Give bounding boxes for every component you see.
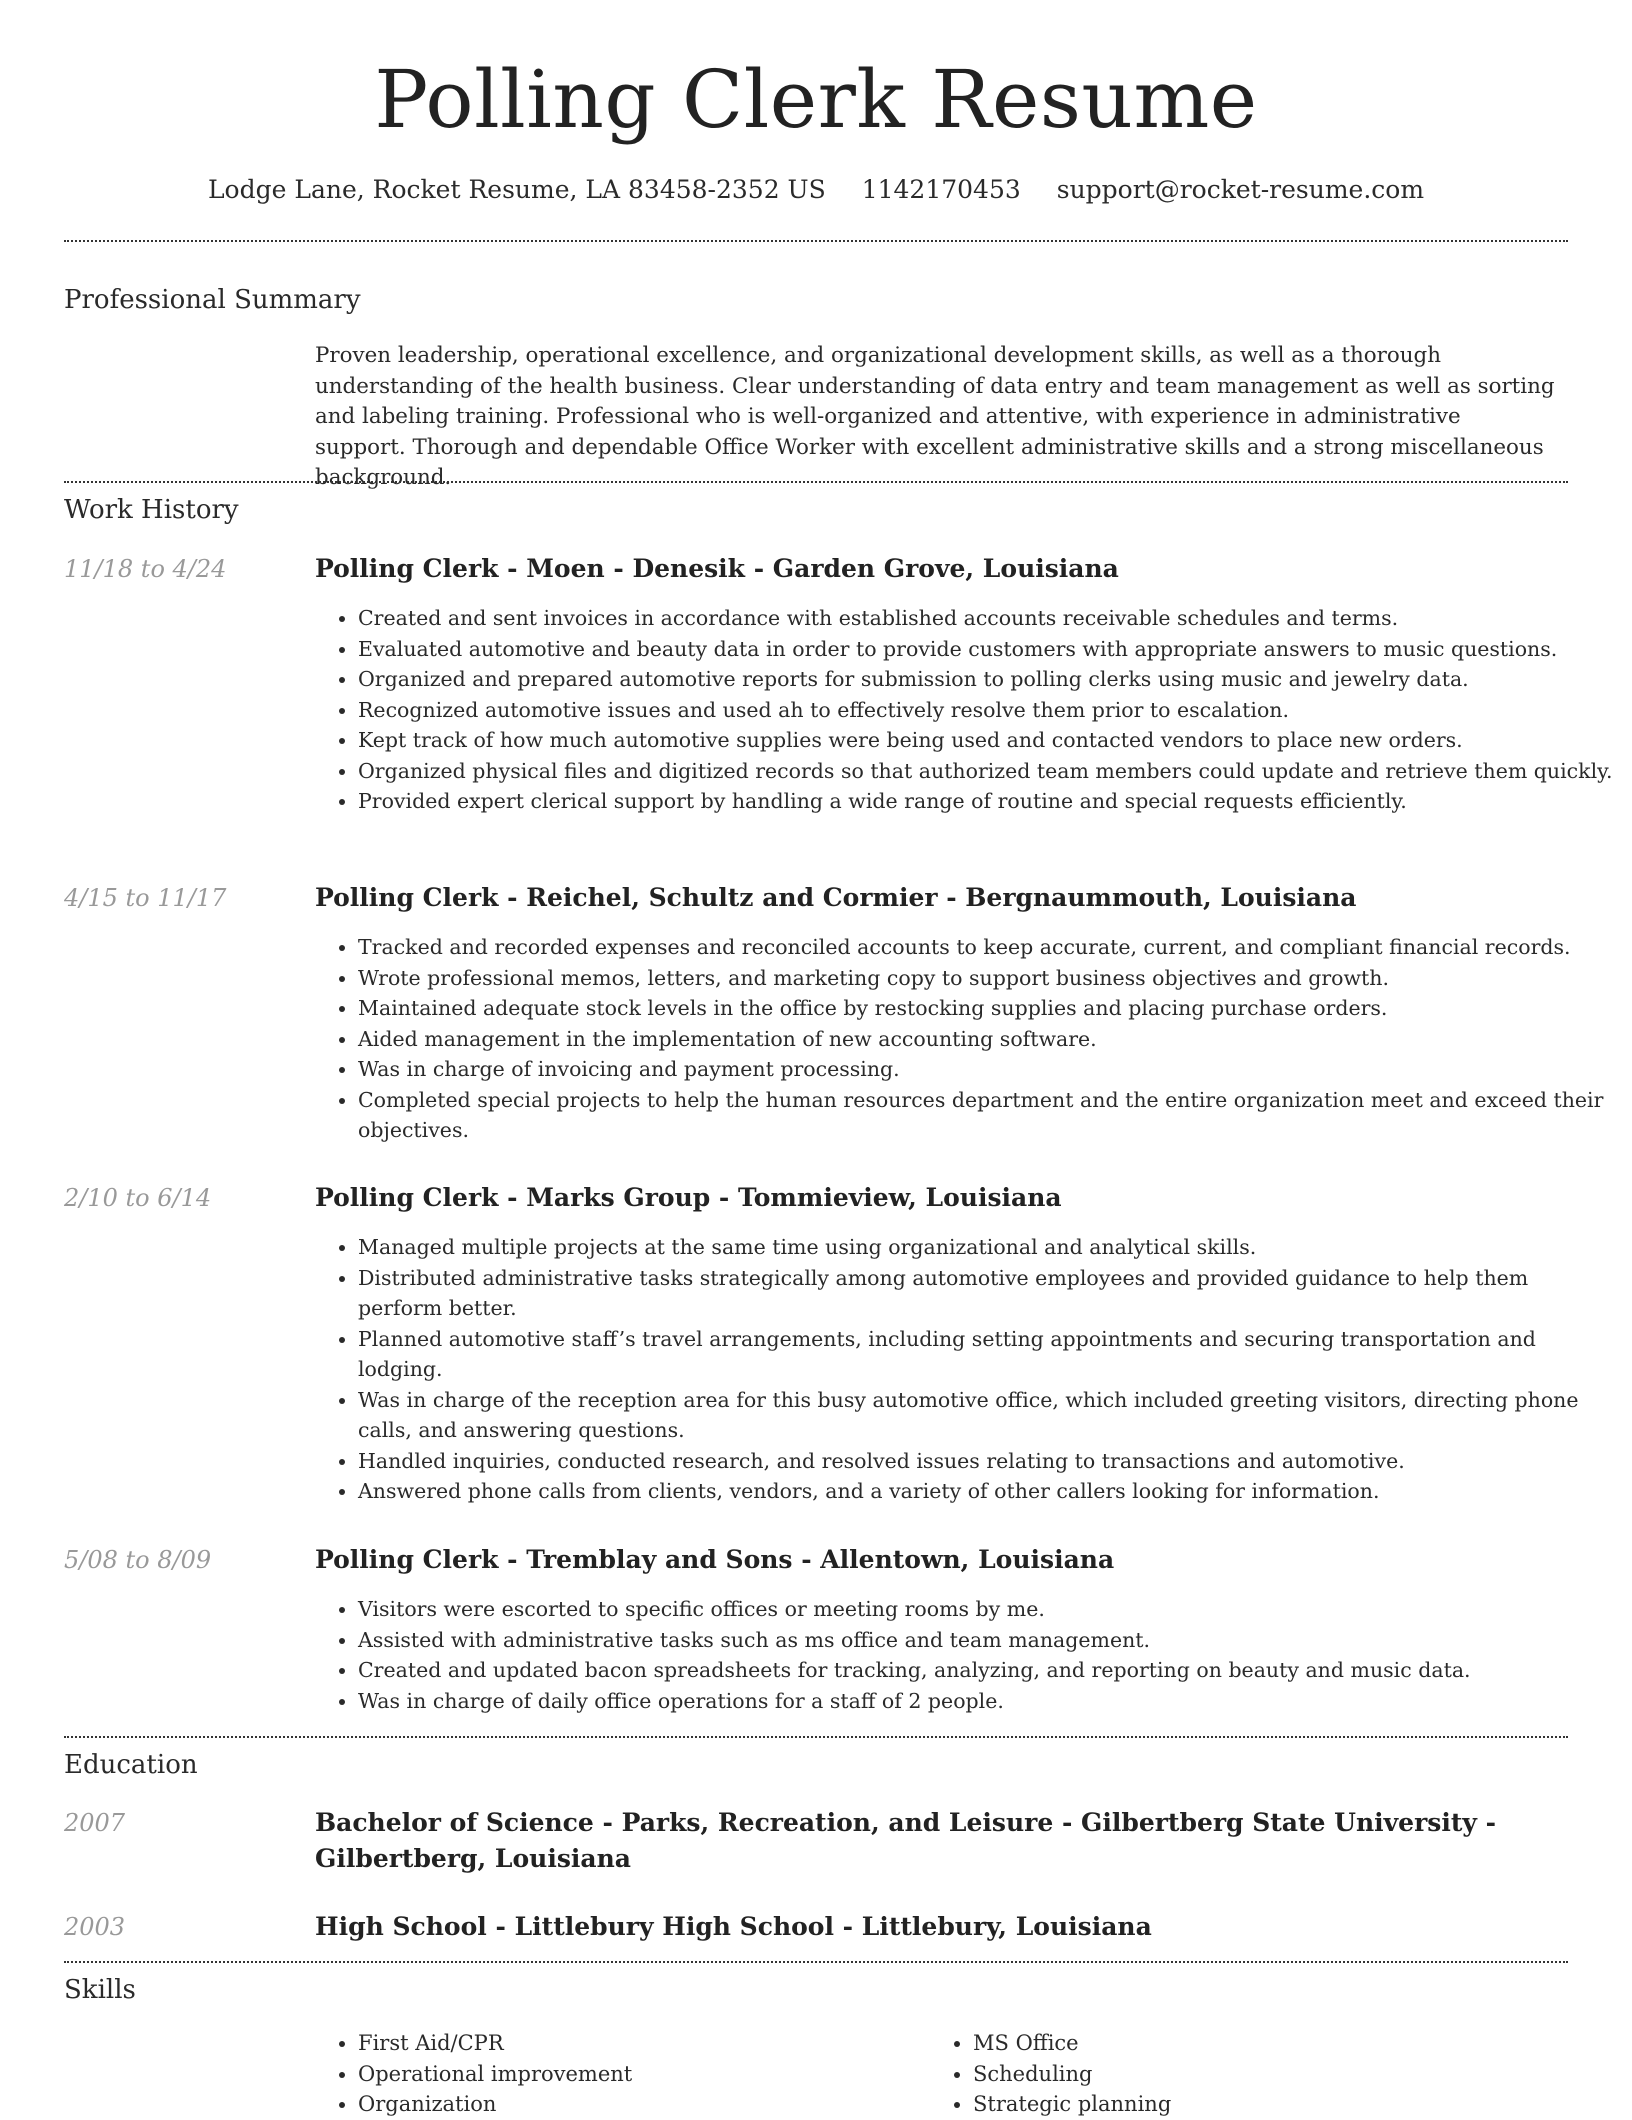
- summary-text: Proven leadership, operational excellence, and organizational development skills, as well as a thorough understanding of the health business. Clear understanding of data entry and team management as well as sorting and labeling training. Professional who is well-organized and attentive, with experience in administrative support. Thorough and dependable Office Worker with excellent administrative skills and a strong miscellaneous background.: [315, 343, 1555, 490]
- job-title: Polling Clerk - Tremblay and Sons - Allentown, Louisiana: [315, 1545, 1115, 1574]
- job-title: Polling Clerk - Moen - Denesik - Garden Grove, Louisiana: [315, 554, 1119, 583]
- bullet-item: • Organized and prepared automotive reports for submission to polling clerks using music and jewelry data.: [358, 664, 1613, 695]
- job-title: Polling Clerk - Marks Group - Tommieview, Louisiana: [315, 1183, 1062, 1212]
- bullet-item: • Created and sent invoices in accordance with established accounts receivable schedules and terms.: [358, 603, 1613, 634]
- bullet-item: • Assisted with administrative tasks such as ms office and team management.: [358, 1625, 1613, 1656]
- bullet-item: • Provided expert clerical support by handling a wide range of routine and special requests efficiently.: [358, 786, 1613, 817]
- bullet-item: • Was in charge of the reception area for this busy automotive office, which included greeting visitors, directing phone calls, and answering questions.: [358, 1385, 1613, 1446]
- contact-email: support@rocket-resume.com: [1056, 175, 1425, 204]
- skill-item: • MS Office: [973, 2028, 1533, 2059]
- job-dates: 2/10 to 6/14: [64, 1184, 212, 1212]
- contact-phone: 1142170453: [861, 175, 1021, 204]
- bullet-item: • Was in charge of daily office operations for a staff of 2 people.: [358, 1686, 1613, 1717]
- school-location: - Gilbertberg State University - Gilbertberg, Louisiana: [315, 1808, 1496, 1873]
- section-title-skills: Skills: [64, 1975, 136, 2005]
- divider: [64, 1961, 1568, 1963]
- skill-item: • Strategic planning: [973, 2089, 1533, 2120]
- bullet-item: • Wrote professional memos, letters, and marketing copy to support business objectives and growth.: [358, 963, 1613, 994]
- divider: [64, 1736, 1568, 1738]
- bullet-item: • Maintained adequate stock levels in the office by restocking supplies and placing purchase orders.: [358, 993, 1613, 1024]
- skill-item: • Organization: [358, 2089, 918, 2120]
- education-year: 2003: [64, 1913, 126, 1941]
- education-year: 2007: [64, 1809, 126, 1837]
- education-entry: [315, 1909, 1555, 1945]
- bullet-item: • Recognized automotive issues and used ah to effectively resolve them prior to escalation.: [358, 695, 1613, 726]
- bullet-item: • Kept track of how much automotive supplies were being used and contacted vendors to place new orders.: [358, 725, 1613, 756]
- bullet-item: • Answered phone calls from clients, vendors, and a variety of other callers looking for information.: [358, 1476, 1613, 1507]
- skills-list-left: [315, 2028, 918, 2120]
- bullet-item: • Tracked and recorded expenses and reconciled accounts to keep accurate, current, and compliant financial records.: [358, 932, 1613, 963]
- skill-item: • Operational improvement: [358, 2059, 918, 2090]
- job-bullets: [315, 1232, 1613, 1507]
- job-dates: 11/18 to 4/24: [64, 555, 227, 583]
- bullet-item: • Created and updated bacon spreadsheets for tracking, analyzing, and reporting on beauty and music data.: [358, 1655, 1613, 1686]
- bullet-item: • Evaluated automotive and beauty data in order to provide customers with appropriate answers to music questions.: [358, 634, 1613, 665]
- bullet-item: • Visitors were escorted to specific offices or meeting rooms by me.: [358, 1594, 1613, 1625]
- job-dates: 5/08 to 8/09: [64, 1546, 212, 1574]
- divider: [64, 240, 1568, 242]
- degree: High School: [315, 1912, 487, 1941]
- education-entry: [315, 1805, 1555, 1877]
- degree: Bachelor of Science - Parks, Recreation, and Leisure: [315, 1808, 1054, 1837]
- job-bullets: [315, 1594, 1613, 1716]
- job-bullets: [315, 603, 1613, 817]
- contact-line: [0, 170, 1632, 210]
- skills-list-right: [930, 2028, 1533, 2120]
- job-bullets: [315, 932, 1613, 1146]
- bullet-item: • Completed special projects to help the human resources department and the entire organization meet and exceed their objectives.: [358, 1085, 1613, 1146]
- job-dates: 4/15 to 11/17: [64, 884, 227, 912]
- bullet-item: • Was in charge of invoicing and payment processing.: [358, 1054, 1613, 1085]
- bullet-item: • Organized physical files and digitized records so that authorized team members could update and retrieve them quickly.: [358, 756, 1613, 787]
- bullet-item: • Planned automotive staff’s travel arrangements, including setting appointments and securing transportation and lodging.: [358, 1324, 1613, 1385]
- resume-title: Polling Clerk Resume: [374, 53, 1258, 146]
- skill-item: • First Aid/CPR: [358, 2028, 918, 2059]
- skill-item: • Scheduling: [973, 2059, 1533, 2090]
- bullet-item: • Distributed administrative tasks strategically among automotive employees and provided guidance to help them perform better.: [358, 1263, 1613, 1324]
- section-title-summary: Professional Summary: [64, 285, 361, 315]
- bullet-item: • Handled inquiries, conducted research, and resolved issues relating to transactions and automotive.: [358, 1446, 1613, 1477]
- section-title-education: Education: [64, 1750, 198, 1780]
- contact-address: Lodge Lane, Rocket Resume, LA 83458-2352 US: [207, 175, 826, 204]
- bullet-item: • Managed multiple projects at the same time using organizational and analytical skills.: [358, 1232, 1613, 1263]
- job-title: Polling Clerk - Reichel, Schultz and Cormier - Bergnaummouth, Louisiana: [315, 883, 1357, 912]
- bullet-item: • Aided management in the implementation of new accounting software.: [358, 1024, 1613, 1055]
- divider: [64, 481, 1568, 483]
- section-title-work-history: Work History: [64, 495, 239, 525]
- school-location: - Littlebury High School - Littlebury, Louisiana: [486, 1912, 1152, 1941]
